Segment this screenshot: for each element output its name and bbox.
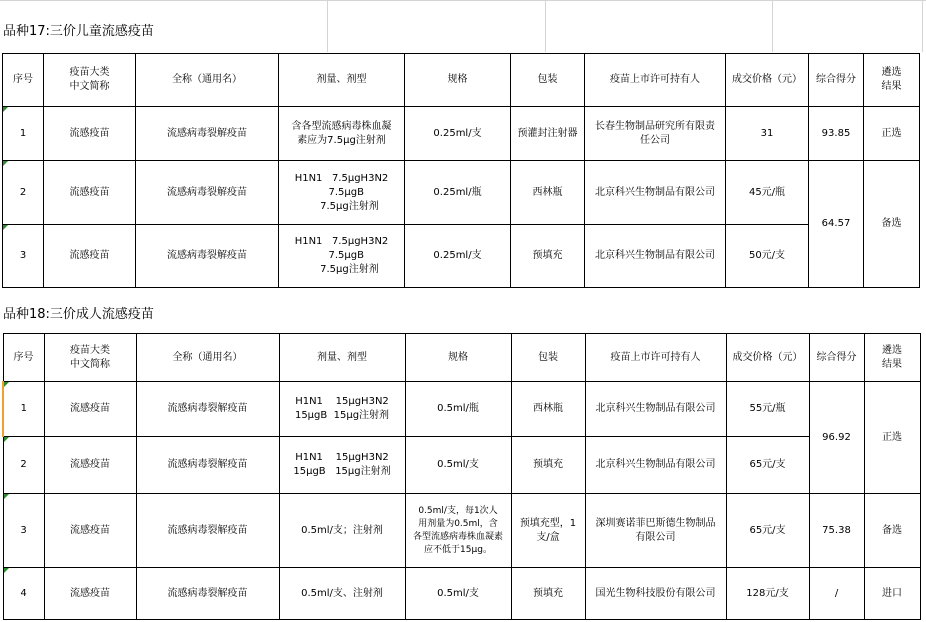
cell-price: 55元/瓶 bbox=[726, 382, 809, 437]
cell-spec: 0.5ml/支 bbox=[405, 568, 511, 620]
table-header-row bbox=[3, 334, 920, 382]
cell-dose: 0.5ml/支；注射剂 bbox=[279, 494, 405, 568]
cell-spec: 0.5ml/支，每1次人 用剂量为0.5ml，含 各型流感病毒株血凝素 应不低于15μg。 bbox=[405, 494, 511, 568]
cell-spec: 0.5ml/支 bbox=[405, 437, 511, 494]
cell-holder: 国光生物科技股份有限公司 bbox=[585, 568, 726, 620]
cell-holder: 北京科兴生物制品有限公司 bbox=[585, 225, 726, 288]
cell-price: 65元/支 bbox=[726, 437, 809, 494]
table-row bbox=[3, 382, 920, 437]
header-result: 遴选 结果 bbox=[864, 54, 920, 107]
cell-holder: 深圳赛诺菲巴斯德生物制品 有限公司 bbox=[585, 494, 726, 568]
sheet-gridline bbox=[772, 0, 773, 52]
cell-holder: 北京科兴生物制品有限公司 bbox=[585, 382, 726, 437]
cell-dose: H1N1 15μgH3N2 15μgB 15μg注射剂 bbox=[279, 382, 405, 437]
header-no: 序号 bbox=[3, 54, 44, 107]
sheet-gridline bbox=[922, 0, 923, 52]
table-row bbox=[3, 161, 920, 225]
cell-category: 流感疫苗 bbox=[44, 107, 136, 161]
cell-name: 流感病毒裂解疫苗 bbox=[136, 494, 279, 568]
cell-category: 流感疫苗 bbox=[44, 382, 136, 437]
cell-price: 31 bbox=[726, 107, 809, 161]
cell-pack: 预填充型，1 支/盒 bbox=[511, 494, 585, 568]
cell-category: 流感疫苗 bbox=[44, 494, 136, 568]
cell-dose: H1N1 15μgH3N2 15μgB 15μg注射剂 bbox=[279, 437, 405, 494]
header-category: 疫苗大类 中文简称 bbox=[44, 334, 136, 382]
table-header-row bbox=[3, 54, 920, 107]
sheet-gridline bbox=[327, 0, 328, 52]
cell-holder: 北京科兴生物制品有限公司 bbox=[585, 437, 726, 494]
cell-dose: H1N1 7.5μgH3N2 7.5μgB 7.5μg注射剂 bbox=[279, 225, 405, 288]
cell-pack: 预灌封注射器 bbox=[511, 107, 585, 161]
vaccine-table-18 bbox=[2, 333, 921, 620]
sheet-gridline bbox=[545, 0, 546, 52]
cell-holder: 长春生物制品研究所有限责 任公司 bbox=[585, 107, 726, 161]
cell-dose: 0.5ml/支、注射剂 bbox=[279, 568, 405, 620]
table-row bbox=[3, 225, 920, 288]
cell-name: 流感病毒裂解疫苗 bbox=[136, 225, 279, 288]
cell-result: 备选 bbox=[864, 494, 920, 568]
header-holder: 疫苗上市许可持有人 bbox=[585, 334, 726, 382]
cell-price: 50元/支 bbox=[726, 225, 809, 288]
cell-pack: 预填充 bbox=[511, 437, 585, 494]
cell-name: 流感病毒裂解疫苗 bbox=[136, 382, 279, 437]
cell-category: 流感疫苗 bbox=[44, 437, 136, 494]
table-row bbox=[3, 107, 920, 161]
cell-score: 64.57 bbox=[809, 161, 864, 288]
cell-no: 1 bbox=[3, 107, 44, 161]
cell-result: 正选 bbox=[864, 382, 920, 494]
cell-no: 2 bbox=[3, 437, 44, 494]
cell-category: 流感疫苗 bbox=[44, 161, 136, 225]
cell-result: 进口 bbox=[864, 568, 920, 620]
vaccine-table-17 bbox=[2, 53, 920, 288]
cell-result: 备选 bbox=[864, 161, 920, 288]
cell-no: 4 bbox=[3, 568, 44, 620]
cell-holder: 北京科兴生物制品有限公司 bbox=[585, 161, 726, 225]
cell-score: / bbox=[809, 568, 864, 620]
header-name: 全称（通用名） bbox=[136, 54, 279, 107]
header-price: 成交价格（元） bbox=[726, 334, 809, 382]
cell-spec: 0.5ml/瓶 bbox=[405, 382, 511, 437]
table-row bbox=[3, 437, 920, 494]
cell-score: 93.85 bbox=[809, 107, 864, 161]
header-spec: 规格 bbox=[405, 334, 511, 382]
header-score: 综合得分 bbox=[809, 334, 864, 382]
cell-no: 1 bbox=[3, 382, 44, 437]
cell-name: 流感病毒裂解疫苗 bbox=[136, 568, 279, 620]
header-price: 成交价格（元） bbox=[726, 54, 809, 107]
cell-category: 流感疫苗 bbox=[44, 225, 136, 288]
cell-name: 流感病毒裂解疫苗 bbox=[136, 161, 279, 225]
cell-pack: 预填充 bbox=[511, 568, 585, 620]
header-name: 全称（通用名） bbox=[136, 334, 279, 382]
header-result: 遴选 结果 bbox=[864, 334, 920, 382]
header-holder: 疫苗上市许可持有人 bbox=[585, 54, 726, 107]
header-category: 疫苗大类 中文简称 bbox=[44, 54, 136, 107]
cell-pack: 西林瓶 bbox=[511, 382, 585, 437]
table-row bbox=[3, 568, 920, 620]
cell-score: 96.92 bbox=[809, 382, 864, 494]
cell-price: 128元/支 bbox=[726, 568, 809, 620]
header-dose: 剂量、剂型 bbox=[279, 54, 405, 107]
cell-no: 3 bbox=[3, 494, 44, 568]
cell-spec: 0.25ml/支 bbox=[405, 107, 511, 161]
cell-no: 2 bbox=[3, 161, 44, 225]
cell-dose: H1N1 7.5μgH3N2 7.5μgB 7.5μg注射剂 bbox=[279, 161, 405, 225]
header-score: 综合得分 bbox=[809, 54, 864, 107]
cell-no: 3 bbox=[3, 225, 44, 288]
cell-dose: 含各型流感病毒株血凝 素应为7.5μg注射剂 bbox=[279, 107, 405, 161]
sheet-top-gridline bbox=[0, 0, 926, 1]
header-no: 序号 bbox=[3, 334, 44, 382]
header-pack: 包装 bbox=[511, 334, 585, 382]
section-title: 品种17:三价儿童流感疫苗 bbox=[3, 24, 154, 39]
header-dose: 剂量、剂型 bbox=[279, 334, 405, 382]
header-spec: 规格 bbox=[405, 54, 511, 107]
cell-score: 75.38 bbox=[809, 494, 864, 568]
header-pack: 包装 bbox=[511, 54, 585, 107]
cell-pack: 西林瓶 bbox=[511, 161, 585, 225]
cell-spec: 0.25ml/瓶 bbox=[405, 161, 511, 225]
table-row bbox=[3, 494, 920, 568]
cell-name: 流感病毒裂解疫苗 bbox=[136, 437, 279, 494]
cell-spec: 0.25ml/支 bbox=[405, 225, 511, 288]
cell-result: 正选 bbox=[864, 107, 920, 161]
cell-price: 45元/瓶 bbox=[726, 161, 809, 225]
cell-pack: 预填充 bbox=[511, 225, 585, 288]
section-title: 品种18:三价成人流感疫苗 bbox=[3, 307, 154, 322]
cell-category: 流感疫苗 bbox=[44, 568, 136, 620]
cell-price: 65元/支 bbox=[726, 494, 809, 568]
cell-name: 流感病毒裂解疫苗 bbox=[136, 107, 279, 161]
